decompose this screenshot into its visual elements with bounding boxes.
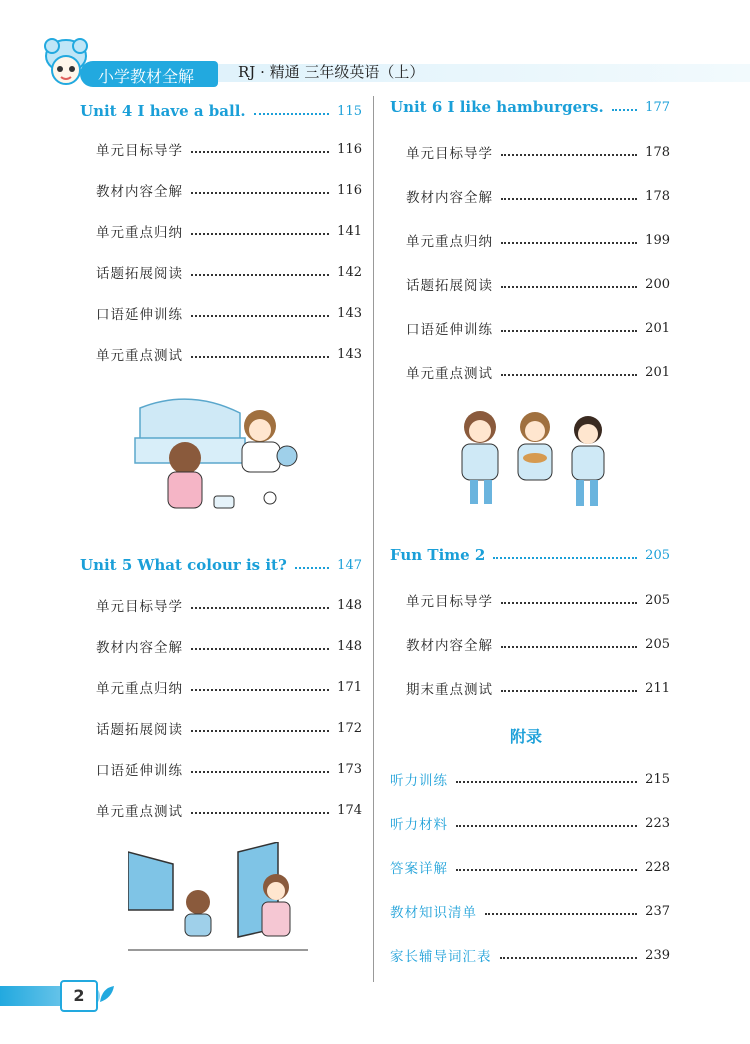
item-label: 话题拓展阅读	[406, 278, 493, 294]
leader-dots	[191, 730, 329, 732]
toc-item[interactable]	[80, 676, 362, 698]
page-number: 228	[645, 859, 670, 875]
page-number: 172	[337, 720, 362, 736]
page-number: 237	[645, 903, 670, 919]
leader-dots	[191, 192, 329, 194]
item-label: 教材内容全解	[406, 190, 493, 206]
toc-item[interactable]	[80, 758, 362, 780]
page-footer	[0, 980, 750, 1010]
leader-dots	[501, 330, 637, 332]
toc-item[interactable]	[390, 185, 670, 207]
toc-appendix-item[interactable]	[390, 812, 670, 834]
item-label: 单元重点测试	[96, 804, 183, 820]
leader-dots	[493, 557, 637, 559]
toc-item[interactable]	[80, 594, 362, 616]
page-header	[0, 0, 750, 100]
page-number: 116	[337, 141, 362, 157]
unit-title: Unit 5 What colour is it?	[80, 556, 287, 574]
page-number: 177	[645, 99, 670, 115]
leader-dots	[500, 957, 638, 959]
unit-title: Unit 4 I have a ball.	[80, 102, 246, 120]
page-number: 201	[645, 320, 670, 336]
toc-item[interactable]	[80, 302, 362, 324]
toc-unit-5[interactable]	[80, 554, 362, 576]
toc-item[interactable]	[80, 220, 362, 242]
page-number: 174	[337, 802, 362, 818]
toc-item[interactable]	[390, 141, 670, 163]
toc-appendix-item[interactable]	[390, 768, 670, 790]
page-number: 115	[337, 103, 362, 119]
page-number: 147	[337, 557, 362, 573]
item-label: 单元重点归纳	[96, 681, 183, 697]
page-number: 141	[337, 223, 362, 239]
item-label: 单元重点测试	[96, 348, 183, 364]
leader-dots	[456, 825, 637, 827]
leader-dots	[191, 315, 329, 317]
page-number: 201	[645, 364, 670, 380]
toc-item[interactable]	[80, 261, 362, 283]
page-number-badge: 2	[60, 980, 98, 1012]
item-label: 答案详解	[390, 861, 448, 877]
toc-appendix-item[interactable]	[390, 944, 670, 966]
leader-dots	[191, 607, 329, 609]
item-label: 教材知识清单	[390, 905, 477, 921]
item-label: 口语延伸训练	[96, 763, 183, 779]
toc-unit-6[interactable]	[390, 96, 670, 118]
leader-dots	[456, 781, 637, 783]
page-number: 199	[645, 232, 670, 248]
page-number: 148	[337, 597, 362, 613]
leader-dots	[191, 233, 329, 235]
leader-dots	[191, 648, 329, 650]
item-label: 家长辅导词汇表	[390, 949, 492, 965]
page-number: 205	[645, 547, 670, 563]
page-number: 142	[337, 264, 362, 280]
leader-dots	[501, 198, 637, 200]
leader-dots	[501, 374, 637, 376]
toc-item[interactable]	[80, 799, 362, 821]
page-number: 211	[645, 680, 670, 696]
item-label: 听力材料	[390, 817, 448, 833]
leader-dots	[456, 869, 637, 871]
leader-dots	[295, 567, 329, 569]
unit-title: Unit 6 I like hamburgers.	[390, 98, 604, 116]
leader-dots	[501, 646, 637, 648]
leader-dots	[485, 913, 637, 915]
toc-item[interactable]	[80, 635, 362, 657]
toc-item[interactable]	[390, 633, 670, 655]
toc-item[interactable]	[390, 361, 670, 383]
item-label: 单元重点归纳	[96, 225, 183, 241]
toc-unit-4[interactable]	[80, 100, 362, 122]
toc-item[interactable]	[80, 138, 362, 160]
children-hamburgers-illustration	[440, 402, 620, 522]
page-number: 171	[337, 679, 362, 695]
page-number: 200	[645, 276, 670, 292]
page-number: 173	[337, 761, 362, 777]
toc-item[interactable]	[390, 677, 670, 699]
page-number: 178	[645, 144, 670, 160]
children-playing-illustration	[130, 388, 310, 528]
toc-appendix-item[interactable]	[390, 900, 670, 922]
toc-item[interactable]	[390, 273, 670, 295]
toc-item[interactable]	[390, 229, 670, 251]
page-number: 143	[337, 346, 362, 362]
leader-dots	[501, 154, 637, 156]
item-label: 单元重点归纳	[406, 234, 493, 250]
page-number: 205	[645, 592, 670, 608]
item-label: 教材内容全解	[96, 640, 183, 656]
item-label: 口语延伸训练	[406, 322, 493, 338]
appendix-heading: 附录	[510, 727, 543, 746]
toc-item[interactable]	[80, 179, 362, 201]
leader-dots	[191, 771, 329, 773]
leaf-icon	[98, 984, 116, 1004]
item-label: 教材内容全解	[96, 184, 183, 200]
item-label: 期末重点测试	[406, 682, 493, 698]
leader-dots	[254, 113, 330, 115]
leader-dots	[191, 689, 329, 691]
book-title: RJ · 精通 三年级英语（上）	[238, 63, 425, 81]
page-number: 178	[645, 188, 670, 204]
leader-dots	[501, 286, 637, 288]
toc-item[interactable]	[390, 589, 670, 611]
girl-mirror-illustration	[128, 842, 308, 964]
page-number: 148	[337, 638, 362, 654]
item-label: 单元目标导学	[406, 594, 493, 610]
toc-appendix-item[interactable]	[390, 856, 670, 878]
leader-dots	[501, 242, 637, 244]
item-label: 听力训练	[390, 773, 448, 789]
toc-item[interactable]	[390, 317, 670, 339]
toc-item[interactable]	[80, 343, 362, 365]
leader-dots	[191, 151, 329, 153]
series-badge	[80, 61, 218, 87]
unit-title: Fun Time 2	[390, 546, 486, 564]
item-label: 单元目标导学	[96, 599, 183, 615]
item-label: 单元目标导学	[96, 143, 183, 159]
page-number: 116	[337, 182, 362, 198]
item-label: 教材内容全解	[406, 638, 493, 654]
item-label: 单元重点测试	[406, 366, 493, 382]
column-divider	[373, 96, 374, 982]
page-number: 239	[645, 947, 670, 963]
leader-dots	[191, 812, 329, 814]
page-number: 143	[337, 305, 362, 321]
item-label: 单元目标导学	[406, 146, 493, 162]
toc-item[interactable]	[80, 717, 362, 739]
series-title: 小学教材全解	[98, 67, 195, 86]
page-number: 205	[645, 636, 670, 652]
item-label: 话题拓展阅读	[96, 266, 183, 282]
leader-dots	[191, 356, 329, 358]
item-label: 口语延伸训练	[96, 307, 183, 323]
toc-fun-time-2[interactable]	[390, 544, 670, 566]
leader-dots	[191, 274, 329, 276]
leader-dots	[612, 109, 637, 111]
page-number: 223	[645, 815, 670, 831]
leader-dots	[501, 690, 637, 692]
item-label: 话题拓展阅读	[96, 722, 183, 738]
page-number: 215	[645, 771, 670, 787]
leader-dots	[501, 602, 637, 604]
